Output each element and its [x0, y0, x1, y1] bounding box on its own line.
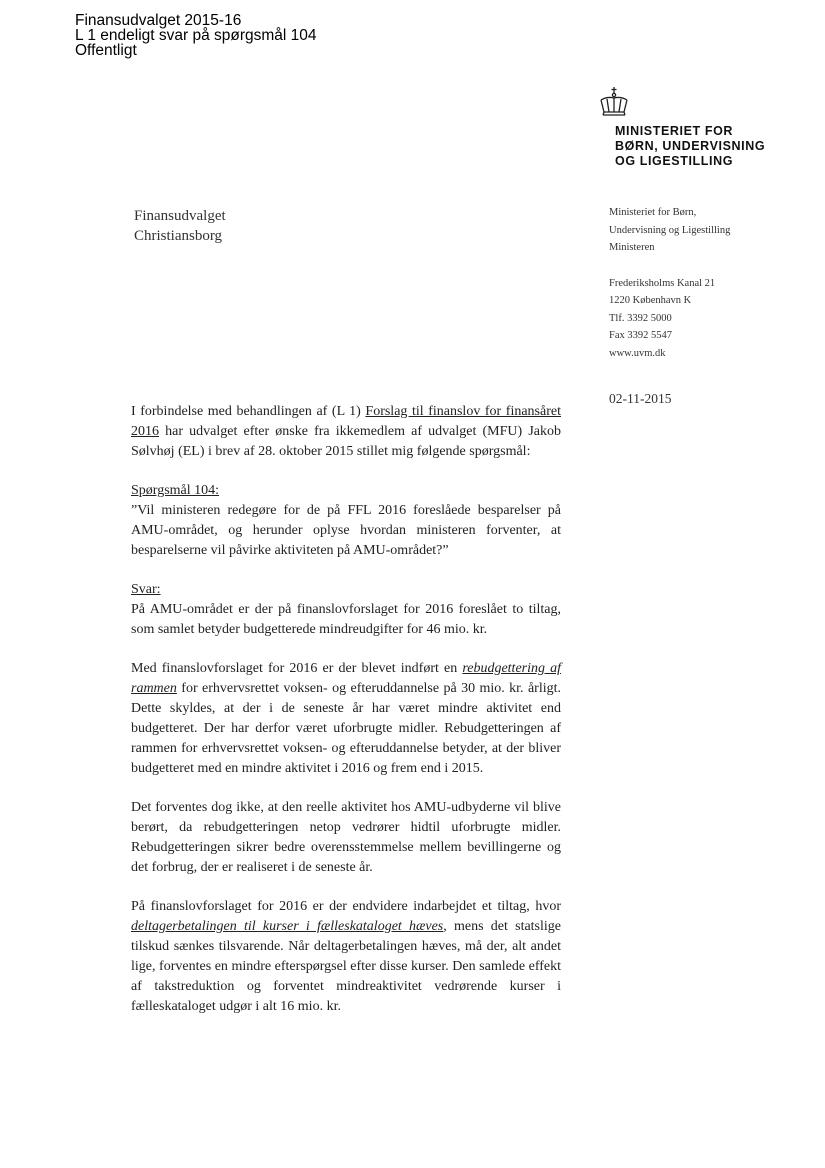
question-block — [131, 481, 561, 561]
ministry-line-1: MINISTERIET FOR — [615, 124, 734, 138]
rebudgeting-term: rebudgettering af rammen — [131, 661, 561, 696]
answer-block — [131, 580, 561, 640]
sender-street: Frederiksholms Kanal 21 — [609, 277, 716, 289]
recipient-location: Christiansborg — [134, 228, 223, 244]
question-text: ”Vil ministeren redegøre for de på FFL 2016 foreslåede besparelser på AMU-området, og herunder oplyse hvordan ministeren forventer, at besparelserne vil påvirke aktiviteten på AMU-området?” — [131, 503, 561, 558]
recipient-name: Finansudvalget — [134, 208, 226, 224]
intro-paragraph: I forbindelse med behandlingen af (L 1) Forslag til finanslov for finansåret 2016 har udvalget efter ønske fra ikkemedlem af udvalget (MFU) Jakob Sølvhøj (EL) i brev af 28. oktober 2015 stillet mig følgende spørgsmål: — [131, 404, 561, 459]
sender-website: www.uvm.dk — [609, 347, 666, 359]
sender-line-1: Ministeriet for Børn, — [609, 207, 697, 218]
sender-postal: 1220 København K — [609, 295, 692, 306]
sender-line-2: Undervisning og Ligestilling — [609, 224, 731, 236]
parliament-stamp — [75, 13, 317, 58]
sender-line-3: Ministeren — [609, 242, 655, 253]
answer-paragraph-1: På AMU-området er der på finanslovforslaget for 2016 foreslået to tiltag, som samlet betyder budgetterede mindreudgifter for 46 mio. kr. — [131, 602, 561, 637]
answer-paragraph-2: Med finanslovforslaget for 2016 er der blevet indført en rebudgettering af rammen for erhvervsrettet voksen- og efteruddannelse på 30 mio. kr. årligt. Dette skyldes, at der i de seneste år har været mindre aktivitet end budgetteret. Der har derfor været uforbrugte midler. Rebudgetteringen af rammen for erhvervsrettet voksen- og efteruddannelse betyder, at der bliver budgetteret med en mindre aktivitet i 2016 og frem end i 2015. — [131, 661, 561, 776]
ministry-logo-text — [615, 124, 765, 169]
bill-link[interactable]: Forslag til finanslov for finansåret 2016 — [131, 404, 561, 439]
fee-increase-term: deltagerbetalingen til kurser i fælleskataloget hæves — [131, 919, 444, 934]
letter-date: 02-11-2015 — [609, 391, 672, 406]
answer-paragraph-4: På finanslovforslaget for 2016 er der endvidere indarbejdet et tiltag, hvor deltagerbetalingen til kurser i fælleskataloget hæves, mens det statslige tilskud sænkes tilsvarende. Når deltagerbetalingen hæves, må der, alt andet lige, forventes en mindre efterspørgsel efter disse kurser. Den samlede effekt af takstreduktion og forventet mindreaktivitet vedrørende kurser i fælleskataloget udgør i alt 16 mio. kr. — [131, 899, 561, 1014]
ministry-line-3: OG LIGESTILLING — [615, 154, 734, 168]
royal-crown-icon — [597, 86, 631, 120]
answer-heading: Svar: — [131, 582, 161, 597]
stamp-committee: Finansudvalget 2015-16 — [75, 12, 242, 29]
stamp-status: Offentligt — [75, 42, 137, 59]
sender-fax: Fax 3392 5547 — [609, 330, 672, 341]
stamp-reference: L 1 endeligt svar på spørgsmål 104 — [75, 27, 317, 44]
ministry-line-2: BØRN, UNDERVISNING — [615, 139, 766, 153]
sender-phone: Tlf. 3392 5000 — [609, 312, 672, 324]
sender-block — [609, 204, 730, 362]
letter-body — [131, 402, 561, 1036]
answer-paragraph-3: Det forventes dog ikke, at den reelle aktivitet hos AMU-udbyderne vil blive berørt, da rebudgetteringen netop vedrører hidtil uforbrugte midler. Rebudgetteringen sikrer bedre overensstemmelse mellem bevillingerne og det forbrug, der er realiseret i de seneste år. — [131, 800, 561, 875]
question-heading: Spørgsmål 104: — [131, 483, 220, 498]
recipient-address — [134, 206, 226, 246]
